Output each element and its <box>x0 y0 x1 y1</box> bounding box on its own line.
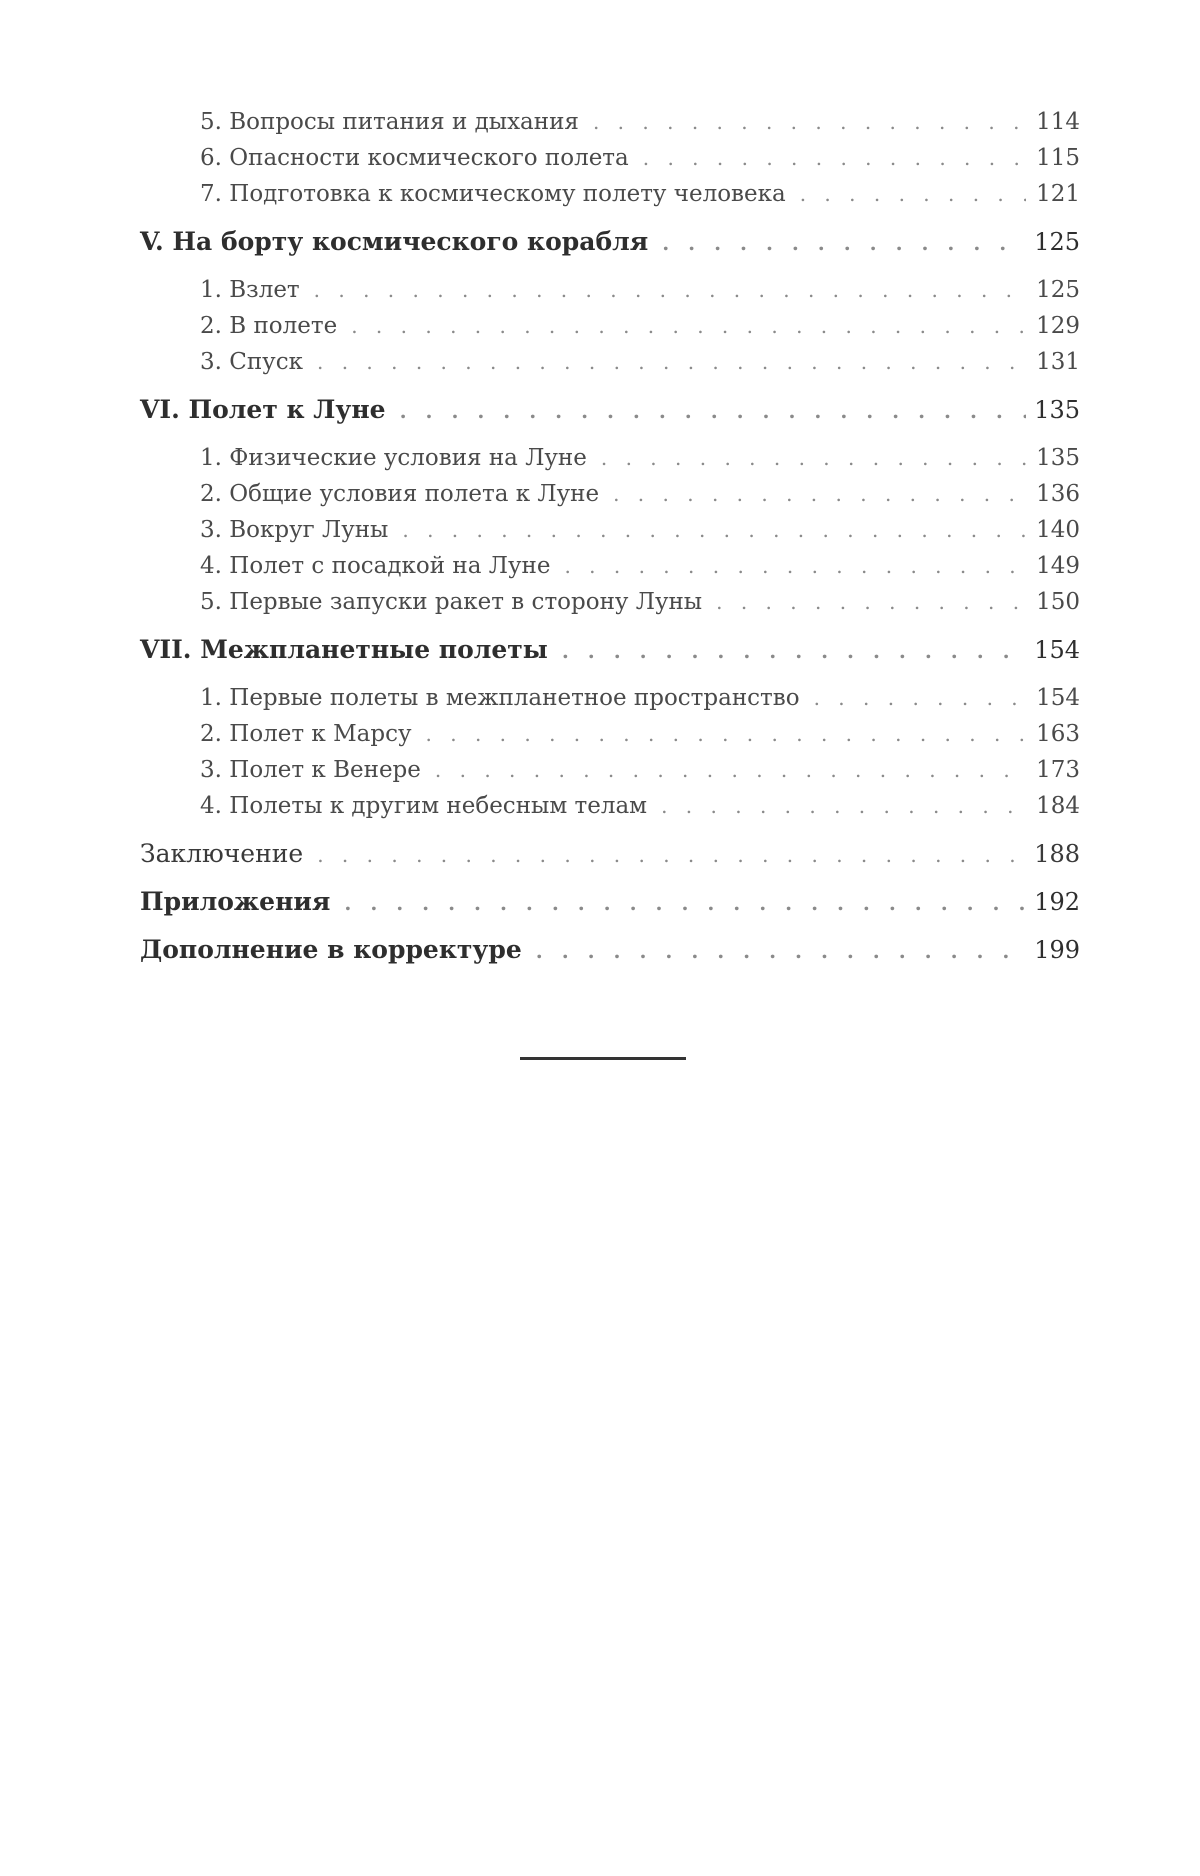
toc-entry <box>140 344 1080 380</box>
section-list-chapter-7 <box>140 680 1080 824</box>
toc-entry-title: 3. Спуск <box>200 349 303 375</box>
toc-chapter-heading <box>140 224 1080 260</box>
toc-entry <box>140 272 1080 308</box>
toc-entry <box>140 716 1080 752</box>
toc-entry-page: 149 <box>1036 553 1080 579</box>
toc-entry-page: 115 <box>1036 145 1080 171</box>
toc-entry-title: 3. Вокруг Луны <box>200 517 389 543</box>
toc-entry-title: 5. Первые запуски ракет в сторону Луны <box>200 589 703 615</box>
toc-entry-page: 150 <box>1036 589 1080 615</box>
toc-entry <box>140 788 1080 824</box>
dot-leader <box>344 885 1026 921</box>
toc-entry-page: 135 <box>1036 445 1080 471</box>
chapter-title: VII. Межпланетные полеты <box>140 635 548 664</box>
toc-entry <box>140 140 1080 176</box>
toc-entry-title: 3. Полет к Венере <box>200 757 421 783</box>
toc-entry-page: 173 <box>1036 757 1080 783</box>
toc-entry <box>140 752 1080 788</box>
dot-leader <box>317 344 1026 380</box>
toc-entry-page: 114 <box>1036 109 1080 135</box>
toc-entry-title: 4. Полеты к другим небесным телам <box>200 793 648 819</box>
toc-entry <box>140 440 1080 476</box>
toc-entry-title: 5. Вопросы питания и дыхания <box>200 109 579 135</box>
toc-entry-title: 1. Первые полеты в межпланетное пространство <box>200 685 800 711</box>
table-of-contents <box>140 104 1080 980</box>
section-list-chapter-5 <box>140 272 1080 380</box>
dot-leader <box>317 837 1026 873</box>
toc-conclusion <box>140 836 1080 872</box>
dot-leader <box>814 680 1026 716</box>
chapter-title: VI. Полет к Луне <box>140 395 386 424</box>
dot-leader <box>562 633 1026 669</box>
toc-entry-page: 131 <box>1036 349 1080 375</box>
toc-entry-title: 7. Подготовка к космическому полету человека <box>200 181 786 207</box>
dot-leader <box>593 104 1026 140</box>
chapter-page: 125 <box>1034 228 1080 256</box>
dot-leader <box>601 440 1026 476</box>
chapter-title: Заключение <box>140 839 304 868</box>
toc-entry-page: 184 <box>1036 793 1080 819</box>
toc-entry <box>140 548 1080 584</box>
dot-leader <box>426 716 1026 752</box>
closing-rule <box>520 1057 686 1060</box>
toc-entry-page: 154 <box>1036 685 1080 711</box>
toc-entry-title: 1. Взлет <box>200 277 300 303</box>
dot-leader <box>662 225 1026 261</box>
toc-entry <box>140 512 1080 548</box>
dot-leader <box>643 140 1026 176</box>
dot-leader <box>314 272 1026 308</box>
toc-entry-title: 1. Физические условия на Луне <box>200 445 587 471</box>
toc-entry-title: 2. Общие условия полета к Луне <box>200 481 600 507</box>
dot-leader <box>536 933 1026 969</box>
toc-chapter-heading <box>140 632 1080 668</box>
toc-entry-page: 125 <box>1036 277 1080 303</box>
toc-entry <box>140 308 1080 344</box>
toc-entry <box>140 584 1080 620</box>
dot-leader <box>661 788 1026 824</box>
dot-leader <box>800 176 1026 212</box>
chapter-title: V. На борту космического корабля <box>140 227 649 256</box>
chapter-page: 154 <box>1034 636 1080 664</box>
chapter-page: 188 <box>1034 840 1080 868</box>
dot-leader <box>564 548 1026 584</box>
toc-appendices <box>140 884 1080 920</box>
toc-entry-title: 4. Полет с посадкой на Луне <box>200 553 551 579</box>
toc-addendum <box>140 932 1080 968</box>
dot-leader <box>435 752 1026 788</box>
toc-entry <box>140 104 1080 140</box>
dot-leader <box>351 308 1026 344</box>
toc-entry-page: 136 <box>1036 481 1080 507</box>
toc-entry-page: 129 <box>1036 313 1080 339</box>
chapter-page: 199 <box>1034 936 1080 964</box>
toc-entry-title: 2. Полет к Марсу <box>200 721 412 747</box>
toc-entry-title: 6. Опасности космического полета <box>200 145 629 171</box>
toc-entry <box>140 476 1080 512</box>
chapter-title: Дополнение в корректуре <box>140 935 522 964</box>
toc-entry-page: 121 <box>1036 181 1080 207</box>
section-list-chapter-6 <box>140 440 1080 620</box>
dot-leader <box>402 512 1026 548</box>
toc-entry-page: 140 <box>1036 517 1080 543</box>
toc-entry-title: 2. В полете <box>200 313 338 339</box>
chapter-page: 135 <box>1034 396 1080 424</box>
chapter-page: 192 <box>1034 888 1080 916</box>
section-list-chapter-4 <box>140 104 1080 212</box>
toc-chapter-heading <box>140 392 1080 428</box>
dot-leader <box>613 476 1026 512</box>
chapter-title: Приложения <box>140 887 331 916</box>
toc-entry <box>140 680 1080 716</box>
dot-leader <box>400 393 1026 429</box>
toc-entry-page: 163 <box>1036 721 1080 747</box>
dot-leader <box>716 584 1026 620</box>
toc-entry <box>140 176 1080 212</box>
